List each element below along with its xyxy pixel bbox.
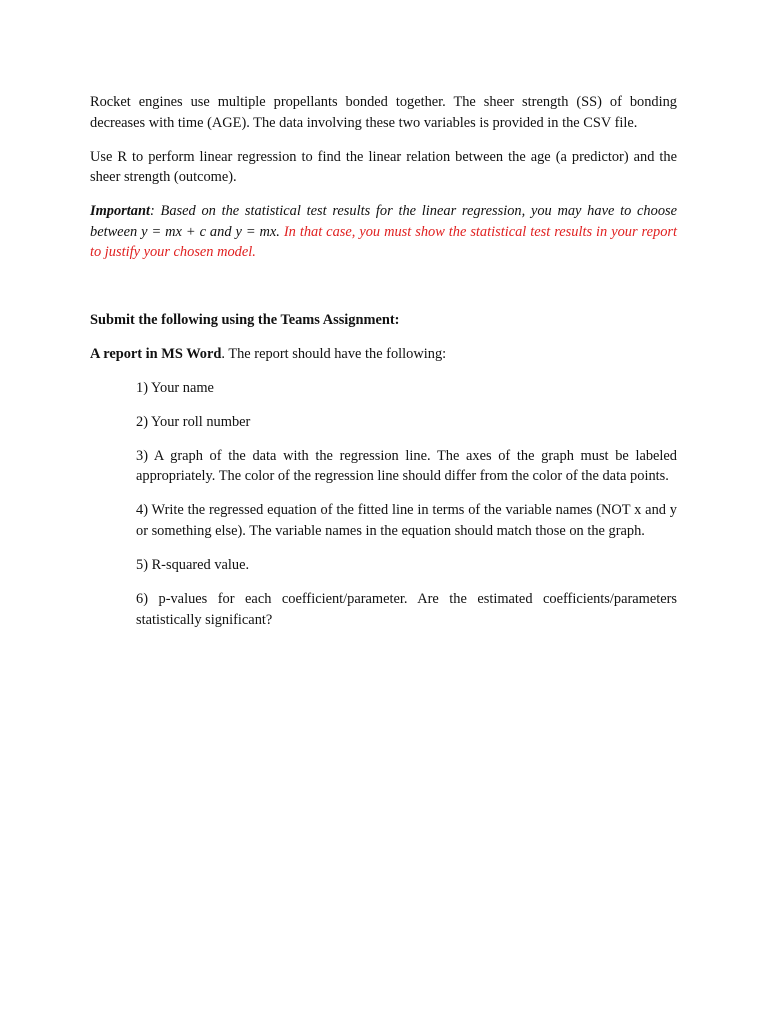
list-item: 2) Your roll number [136, 413, 251, 430]
report-intro-bold: A report in MS Word [90, 345, 222, 362]
list-item: 6) p-values for each coefficient/parameter. Are the estimated coefficients/parameters statistically significant? [136, 591, 677, 628]
list-item: 1) Your name [136, 379, 214, 396]
important-colon: : [149, 203, 155, 220]
list-item: 4) Write the regressed equation of the fitted line in terms of the variable names (NOT x and y or something else). The variable names in the equation should match those on the graph. [136, 502, 677, 540]
list-item: 5) R-squared value. [136, 557, 250, 574]
list-item: 3) A graph of the data with the regression line. The axes of the graph must be labeled appropriately. The color of the regression line should differ from the color of the data points. [136, 447, 677, 485]
report-intro [90, 344, 677, 365]
important-note [90, 201, 677, 263]
intro-paragraph: Rocket engines use multiple propellants bonded together. The sheer strength (SS) of bonding decreases with time (AGE). The data involving these two variables is provided in the CSV file. [90, 94, 677, 131]
requirements-list [136, 378, 677, 630]
instruction-paragraph: Use R to perform linear regression to find the linear relation between the age (a predictor) and the sheer strength (outcome). [90, 148, 677, 186]
report-intro-rest: . The report should have the following: [221, 345, 447, 362]
important-italic-text: Based on the statistical test results for the linear regression, you may have to choose between y = mx + c and y = mx. [90, 203, 677, 240]
document-body [90, 92, 677, 644]
important-red-text: In that case, you must show the statistical test results in your report to justify your chosen model. [90, 223, 677, 261]
submit-heading: Submit the following using the Teams Assignment: [90, 311, 400, 328]
important-label: Important [90, 203, 150, 220]
